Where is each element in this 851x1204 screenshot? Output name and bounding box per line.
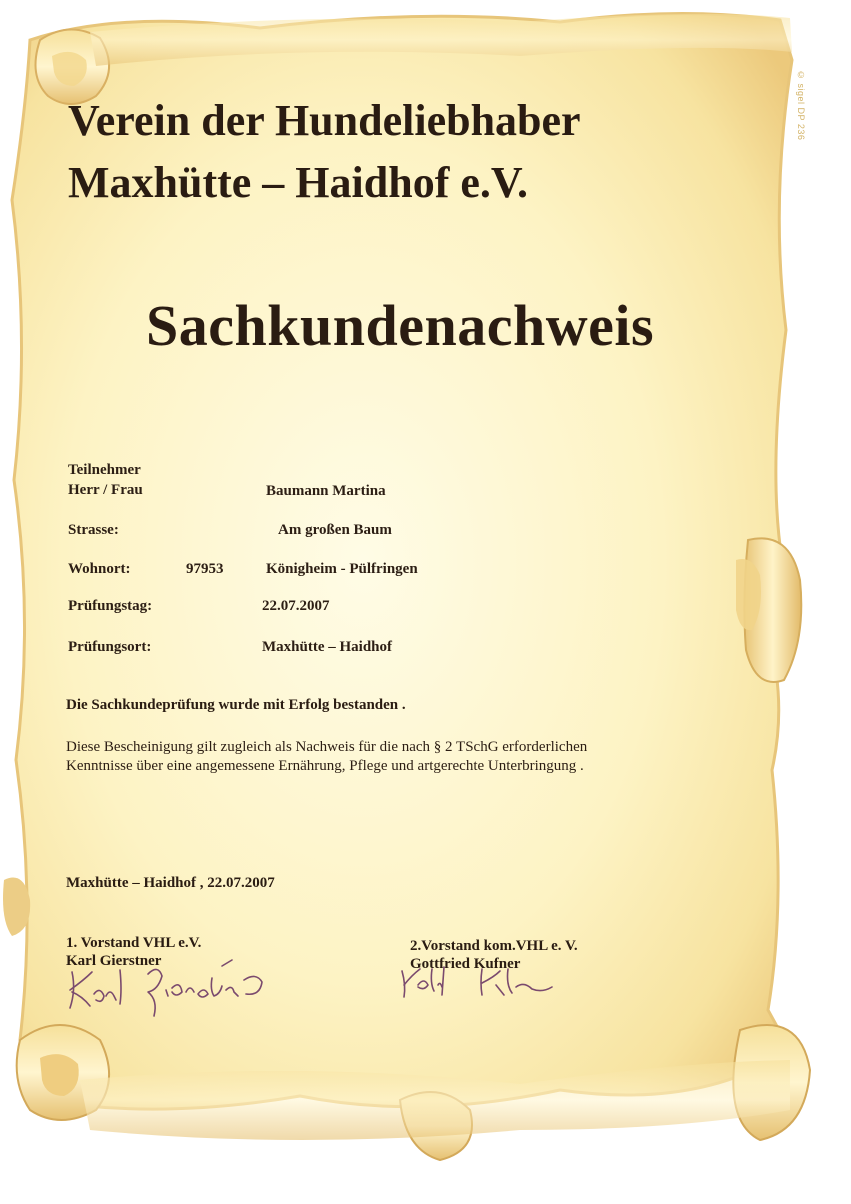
certificate-statement-line1: Diese Bescheinigung gilt zugleich als Nachweis für die nach § 2 TSchG erforderlichen <box>66 739 588 755</box>
exam-place-value: Maxhütte – Haidhof <box>262 639 393 655</box>
document-title: Sachkundenachweis <box>145 293 655 358</box>
residence-label: Wohnort: <box>68 561 131 577</box>
club-name-line2: Maxhütte – Haidhof e.V. <box>68 158 528 207</box>
exam-result-statement: Die Sachkundeprüfung wurde mit Erfolg bestanden . <box>66 697 406 713</box>
street-value: Am großen Baum <box>278 522 392 538</box>
certificate-statement <box>66 738 587 776</box>
club-name-heading <box>68 90 768 214</box>
participant-label: Teilnehmer <box>68 462 141 478</box>
paper-brand-watermark: © sigel DP 236 <box>796 70 806 141</box>
participant-name: Baumann Martina <box>266 483 386 499</box>
exam-day-label: Prüfungstag: <box>68 598 153 614</box>
exam-day-value: 22.07.2007 <box>262 598 330 614</box>
certificate-statement-line2: Kenntnisse über eine angemessene Ernährung, Pflege und artgerechte Unterbringung . <box>66 758 584 774</box>
signature-second <box>396 955 566 1005</box>
signatory-second-name: Gottfried Kufner <box>410 956 521 972</box>
exam-place-label: Prüfungsort: <box>68 639 152 655</box>
signatory-first-role: 1. Vorstand VHL e.V. <box>66 935 202 951</box>
salutation-label: Herr / Frau <box>68 482 143 498</box>
street-label: Strasse: <box>68 522 119 538</box>
residence-city: Königheim - Pülfringen <box>266 561 418 577</box>
signatory-second-role: 2.Vorstand kom.VHL e. V. <box>410 938 578 954</box>
signature-first <box>62 950 282 1020</box>
place-and-date: Maxhütte – Haidhof , 22.07.2007 <box>66 875 275 891</box>
club-name-line1: Verein der Hundeliebhaber <box>68 96 581 145</box>
postal-code: 97953 <box>186 561 224 577</box>
signatory-first-name: Karl Gierstner <box>66 953 162 969</box>
